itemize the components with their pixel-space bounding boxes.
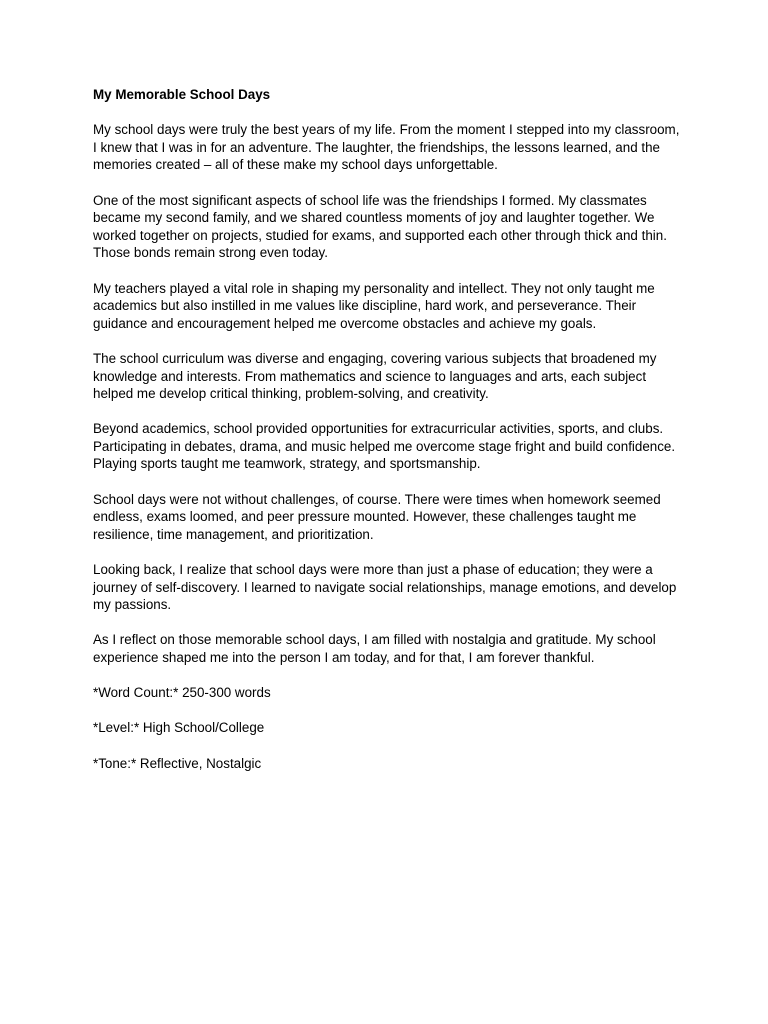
document-title: My Memorable School Days <box>93 87 271 102</box>
paragraph-intro: My school days were truly the best years of my life. From the moment I stepped into my classroom, I knew that I was in for an adventure. The laughter, the friendships, the lessons learned, and the memories created – all of these make my school days unforgettable. <box>93 122 680 173</box>
word-count-line: *Word Count:* 250-300 words <box>93 685 271 701</box>
paragraph-teachers: My teachers played a vital role in shaping my personality and intellect. They not only taught me academics but also instilled in me values like discipline, hard work, and perseverance. Their guidance and encouragement helped me overcome obstacles and achieve my goals. <box>93 280 655 331</box>
paragraph-conclusion: As I reflect on those memorable school days, I am filled with nostalgia and gratitude. My school experience shaped me into the person I am today, and for that, I am forever thankful. <box>93 632 656 665</box>
paragraph-friendships: One of the most significant aspects of school life was the friendships I formed. My classmates became my second family, and we shared countless moments of joy and laughter together. We worked together on projects, studied for exams, and supported each other through thick and thin. Those bonds remain strong even today. <box>93 192 667 261</box>
document-body <box>93 86 685 790</box>
paragraph-challenges: School days were not without challenges, of course. There were times when homework seemed endless, exams loomed, and peer pressure mounted. However, these challenges taught me resilience, time management, and prioritization. <box>93 491 661 542</box>
paragraph-curriculum: The school curriculum was diverse and engaging, covering various subjects that broadened my knowledge and interests. From mathematics and science to languages and arts, each subject helped me develop critical thinking, problem-solving, and creativity. <box>93 350 657 402</box>
level-line: *Level:* High School/College <box>93 720 265 736</box>
tone-line: *Tone:* Reflective, Nostalgic <box>93 755 262 771</box>
paragraph-reflection: Looking back, I realize that school days were more than just a phase of education; they were a journey of self-discovery. I learned to navigate social relationships, manage emotions, and develop my passions. <box>93 562 677 613</box>
paragraph-extracurricular: Beyond academics, school provided opportunities for extracurricular activities, sports, and clubs. Participating in debates, drama, and music helped me overcome stage fright and build confidence. Playing sports taught me teamwork, strategy, and sportsmanship. <box>93 421 676 472</box>
